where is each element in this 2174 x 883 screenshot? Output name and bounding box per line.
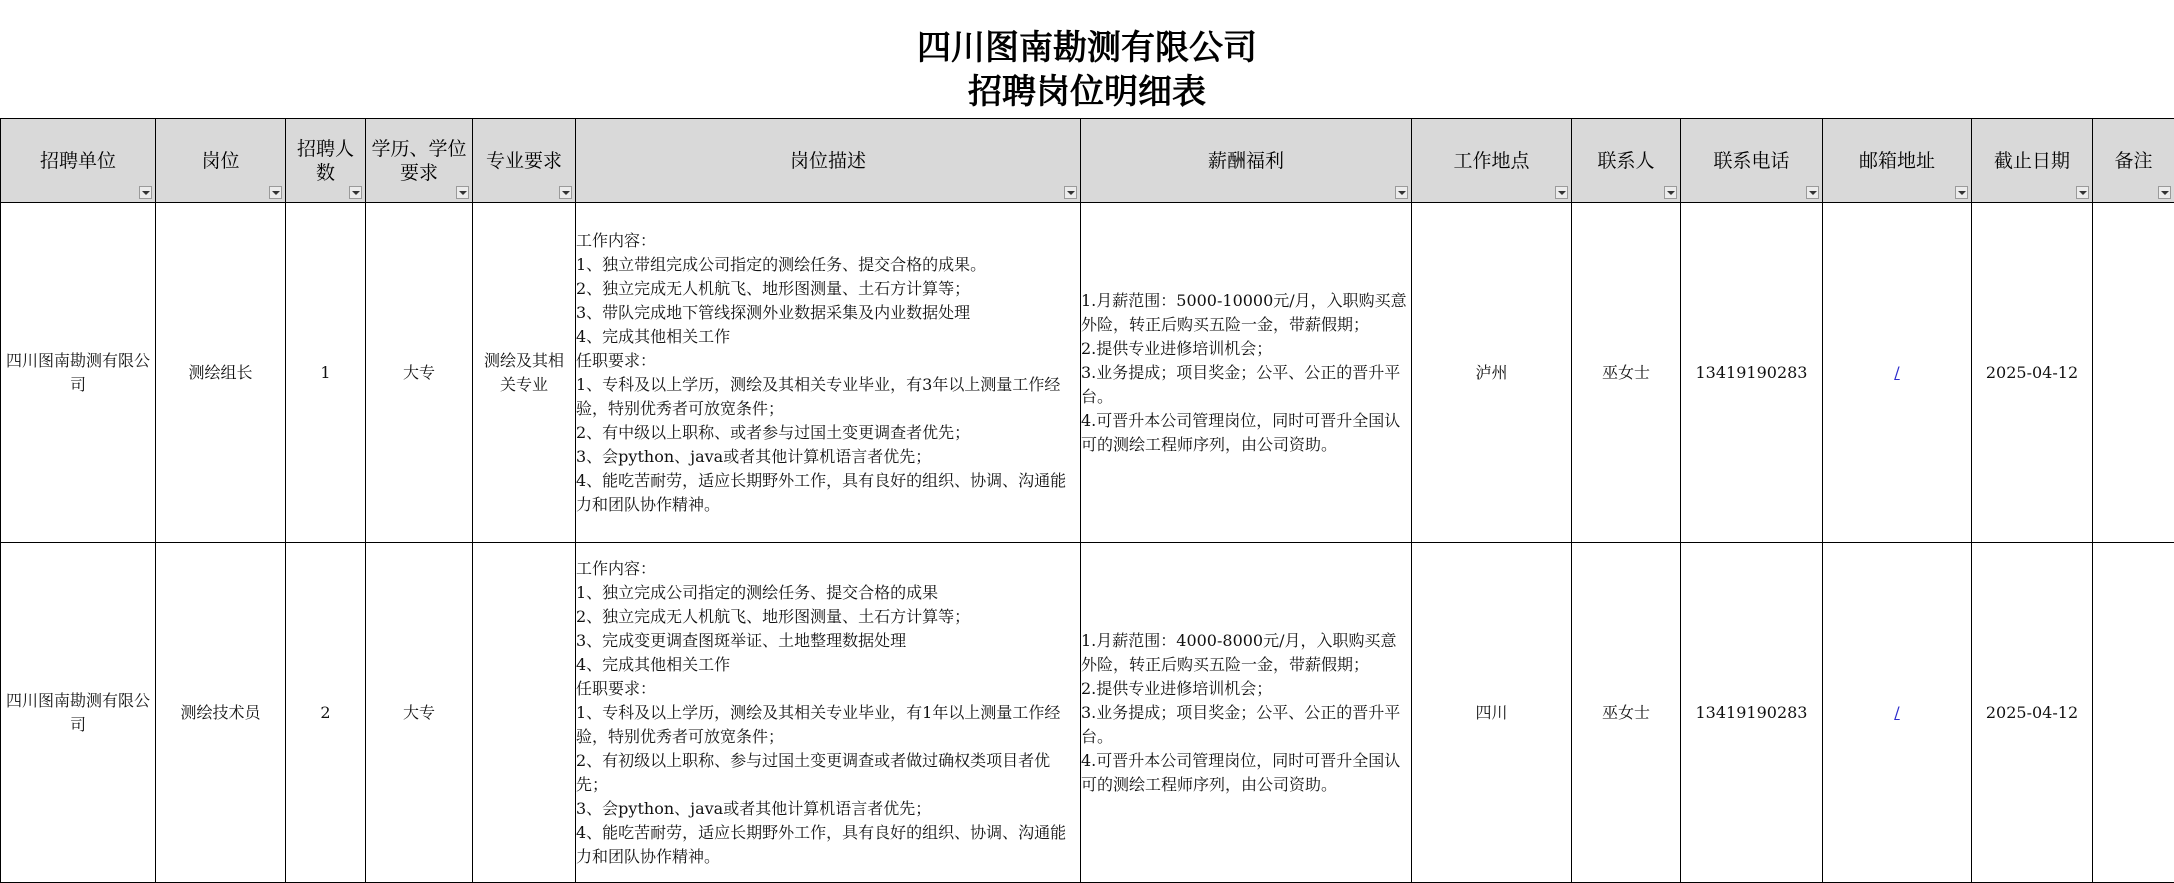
filter-dropdown-icon[interactable] [2158,186,2171,199]
header-unit[interactable] [1,119,156,203]
cell-contact[interactable]: 巫女士 [1572,203,1681,543]
filter-dropdown-icon[interactable] [1664,186,1677,199]
description-line: 4、完成其他相关工作 [576,653,1080,677]
description-line: 工作内容： [576,229,1080,253]
cell-salary[interactable] [1081,543,1412,883]
cell-remark[interactable] [2093,543,2174,883]
description-line: 1、独立完成公司指定的测绘任务、提交合格的成果 [576,581,1080,605]
table-row [1,543,2174,883]
cell-education[interactable]: 大专 [366,203,473,543]
header-email[interactable] [1823,119,1972,203]
salary-line: 2.提供专业进修培训机会； [1081,677,1411,701]
title-block [0,0,2174,118]
header-label: 截止日期 [1994,150,2070,172]
filter-dropdown-icon[interactable] [1395,186,1408,199]
filter-dropdown-icon[interactable] [269,186,282,199]
description-line: 2、有初级以上职称、参与过国土变更调查或者做过确权类项目者优先； [576,749,1080,797]
description-line: 4、能吃苦耐劳，适应长期野外工作，具有良好的组织、协调、沟通能力和团队协作精神。 [576,469,1080,517]
description-line: 2、独立完成无人机航飞、地形图测量、土石方计算等； [576,605,1080,629]
filter-dropdown-icon[interactable] [1555,186,1568,199]
header-label: 邮箱地址 [1859,150,1935,172]
header-label: 岗位 [201,150,239,172]
cell-description[interactable] [576,543,1081,883]
header-description[interactable] [576,119,1081,203]
cell-unit[interactable]: 四川图南勘测有限公司 [1,203,156,543]
cell-remark[interactable] [2093,203,2174,543]
cell-email[interactable] [1823,543,1972,883]
header-phone[interactable] [1681,119,1823,203]
description-line: 1、专科及以上学历，测绘及其相关专业毕业，有1年以上测量工作经验，特别优秀者可放宽条件； [576,701,1080,749]
cell-salary[interactable] [1081,203,1412,543]
header-row [1,119,2174,203]
filter-dropdown-icon[interactable] [1064,186,1077,199]
description-line: 任职要求： [576,677,1080,701]
description-line: 1、专科及以上学历，测绘及其相关专业毕业，有3年以上测量工作经验，特别优秀者可放宽条件； [576,373,1080,421]
salary-line: 4.可晋升本公司管理岗位，同时可晋升全国认可的测绘工程师序列，由公司资助。 [1081,409,1411,457]
cell-major[interactable] [473,203,576,543]
filter-dropdown-icon[interactable] [1955,186,1968,199]
cell-description[interactable] [576,203,1081,543]
email-link[interactable]: / [1894,703,1899,722]
header-count[interactable] [286,119,366,203]
header-label: 岗位描述 [790,150,866,172]
header-label: 专业要求 [486,150,562,172]
header-remark[interactable] [2093,119,2174,203]
cell-deadline[interactable]: 2025-04-12 [1972,543,2093,883]
header-label: 学历、学位要求 [366,137,472,185]
description-line: 3、会python、java或者其他计算机语言者优先； [576,445,1080,469]
cell-education[interactable]: 大专 [366,543,473,883]
header-label: 招聘单位 [40,150,116,172]
major-text: 测绘及其相关专业 [473,349,575,397]
header-label: 备注 [2114,150,2152,172]
recruitment-table [0,118,2174,883]
salary-line: 1.月薪范围：4000-8000元/月，入职购买意外险，转正后购买五险一金，带薪假期； [1081,629,1411,677]
cell-phone[interactable]: 13419190283 [1681,543,1823,883]
description-line: 任职要求： [576,349,1080,373]
header-label: 招聘人数 [286,137,365,185]
description-line: 2、有中级以上职称、或者参与过国土变更调查者优先； [576,421,1080,445]
cell-contact[interactable]: 巫女士 [1572,543,1681,883]
description-line: 4、完成其他相关工作 [576,325,1080,349]
page-title: 四川图南勘测有限公司 [0,26,2174,70]
description-line: 4、能吃苦耐劳，适应长期野外工作，具有良好的组织、协调、沟通能力和团队协作精神。 [576,821,1080,869]
description-line: 3、带队完成地下管线探测外业数据采集及内业数据处理 [576,301,1080,325]
cell-unit[interactable]: 四川图南勘测有限公司 [1,543,156,883]
salary-line: 2.提供专业进修培训机会； [1081,337,1411,361]
cell-deadline[interactable]: 2025-04-12 [1972,203,2093,543]
cell-phone[interactable]: 13419190283 [1681,203,1823,543]
header-label: 工作地点 [1453,150,1529,172]
filter-dropdown-icon[interactable] [559,186,572,199]
description-line: 工作内容： [576,557,1080,581]
header-location[interactable] [1412,119,1572,203]
cell-position[interactable]: 测绘组长 [156,203,286,543]
filter-dropdown-icon[interactable] [139,186,152,199]
salary-line: 1.月薪范围：5000-10000元/月，入职购买意外险，转正后购买五险一金，带薪假期； [1081,289,1411,337]
header-major[interactable] [473,119,576,203]
header-label: 联系人 [1597,150,1654,172]
header-label: 薪酬福利 [1208,150,1284,172]
salary-line: 3.业务提成；项目奖金；公平、公正的晋升平台。 [1081,361,1411,409]
description-line: 1、独立带组完成公司指定的测绘任务、提交合格的成果。 [576,253,1080,277]
header-deadline[interactable] [1972,119,2093,203]
cell-email[interactable] [1823,203,1972,543]
cell-location[interactable]: 四川 [1412,543,1572,883]
header-contact[interactable] [1572,119,1681,203]
cell-count[interactable]: 2 [286,543,366,883]
filter-dropdown-icon[interactable] [456,186,469,199]
header-salary[interactable] [1081,119,1412,203]
header-label: 联系电话 [1713,150,1789,172]
description-line: 2、独立完成无人机航飞、地形图测量、土石方计算等； [576,277,1080,301]
header-position[interactable] [156,119,286,203]
cell-count[interactable]: 1 [286,203,366,543]
cell-position[interactable]: 测绘技术员 [156,543,286,883]
email-link[interactable]: / [1894,363,1899,382]
cell-location[interactable]: 泸州 [1412,203,1572,543]
salary-line: 3.业务提成；项目奖金；公平、公正的晋升平台。 [1081,701,1411,749]
header-education[interactable] [366,119,473,203]
table-row [1,203,2174,543]
filter-dropdown-icon[interactable] [1806,186,1819,199]
page-subtitle: 招聘岗位明细表 [0,70,2174,114]
filter-dropdown-icon[interactable] [2076,186,2089,199]
salary-line: 4.可晋升本公司管理岗位，同时可晋升全国认可的测绘工程师序列，由公司资助。 [1081,749,1411,797]
filter-dropdown-icon[interactable] [349,186,362,199]
description-line: 3、会python、java或者其他计算机语言者优先； [576,797,1080,821]
cell-major[interactable] [473,543,576,883]
description-line: 3、完成变更调查图斑举证、土地整理数据处理 [576,629,1080,653]
